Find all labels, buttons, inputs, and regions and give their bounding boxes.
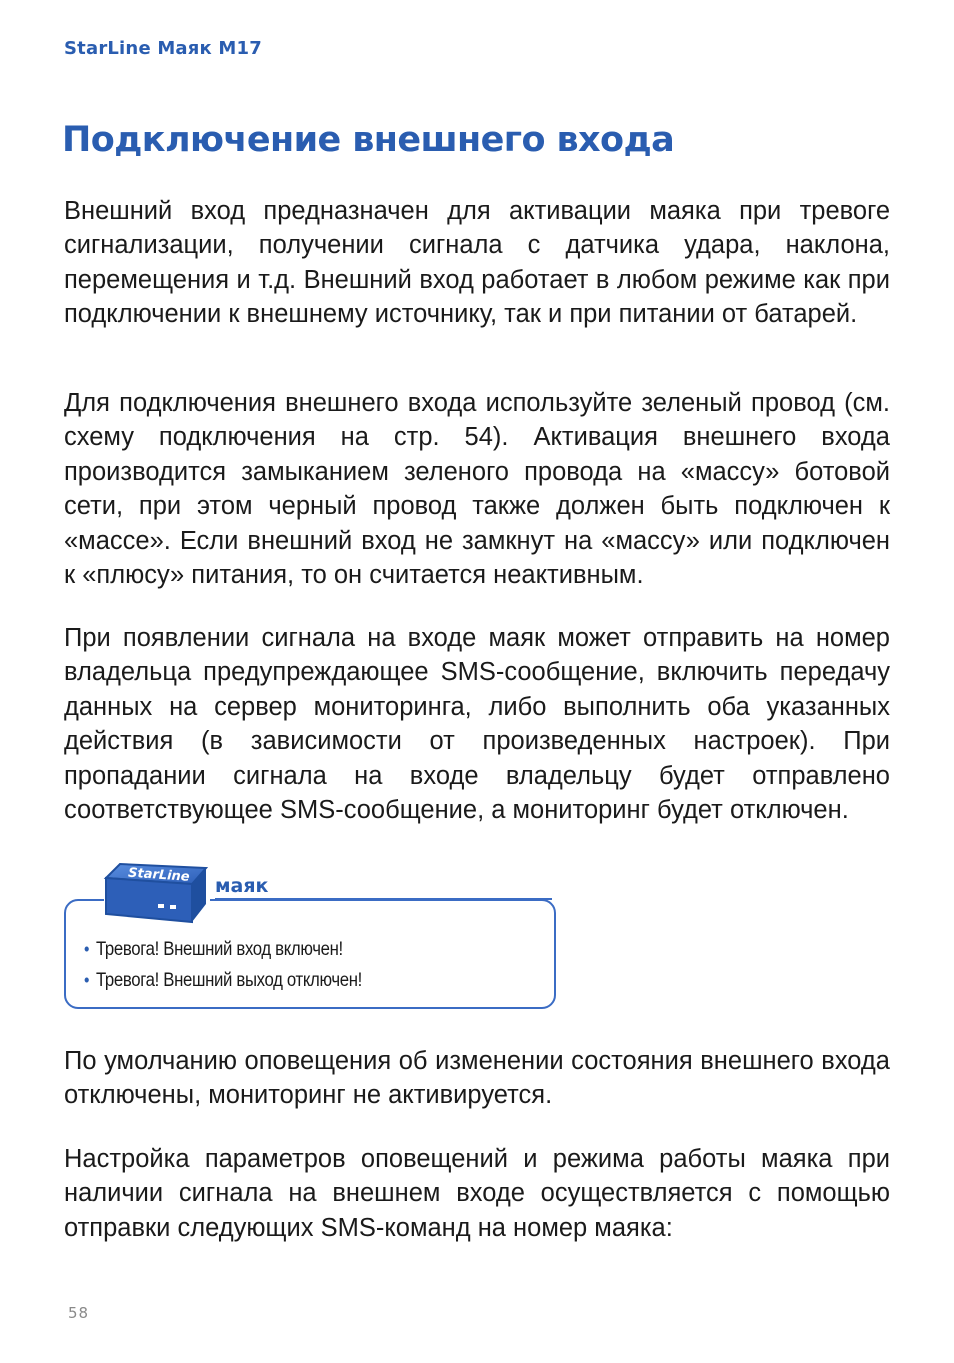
sms-message-list (84, 934, 407, 996)
running-header: StarLine Маяк M17 (64, 38, 262, 59)
sms-message: Тревога! Внешний выход отключен! (95, 969, 362, 991)
paragraph-settings: Настройка параметров оповещений и режима работы маяка при наличии сигнала на внешнем входе осуществляется с помощью отправки следующих SMS-команд на номер маяка: (64, 1145, 890, 1242)
paragraph-signal: При появлении сигнала на входе маяк может отправить на номер владельца предупреждающее SMS-сообщение, включить передачу данных на сервер мониторинга, либо выполнить оба указанных действия (в зависимости от произведенных настроек). При пропадании сигнала на входе владельцу будет отправлено соответствующее SMS-сообщение, а мониторинг будет отключен. (64, 624, 890, 825)
section-title: Подключение внешнего входа (62, 120, 675, 160)
callout-label: маяк (215, 875, 269, 897)
list-item (84, 934, 362, 965)
starline-device-icon (98, 858, 214, 930)
list-item (84, 965, 362, 996)
sms-message: Тревога! Внешний вход включен! (95, 938, 343, 960)
page-number: 58 (68, 1304, 90, 1322)
callout-divider (215, 898, 552, 900)
paragraph-connection: Для подключения внешнего входа используйте зеленый провод (см. схему подключения на стр. 54). Активация внешнего входа производится замыканием зеленого провода на «массу» ботовой сети, при этом черный провод также должен быть подключен к «массе». Если внешний вход не замкнут на «массу» или подключен к «плюсу» питания, то он считается неактивным. (64, 389, 890, 590)
bullet-icon: • (84, 939, 90, 959)
device-logo-text: StarLine (127, 865, 191, 885)
paragraph-intro: Внешний вход предназначен для активации маяка при тревоге сигнализации, получении сигнала с датчика удара, наклона, перемещения и т.д. Внешний вход работает в любом режиме как при подключении к внешнему источнику, так и при питании от батарей. (64, 197, 890, 329)
bullet-icon: • (84, 970, 90, 990)
paragraph-default: По умолчанию оповещения об изменении состояния внешнего входа отключены, мониторинг не активируется. (64, 1047, 890, 1110)
